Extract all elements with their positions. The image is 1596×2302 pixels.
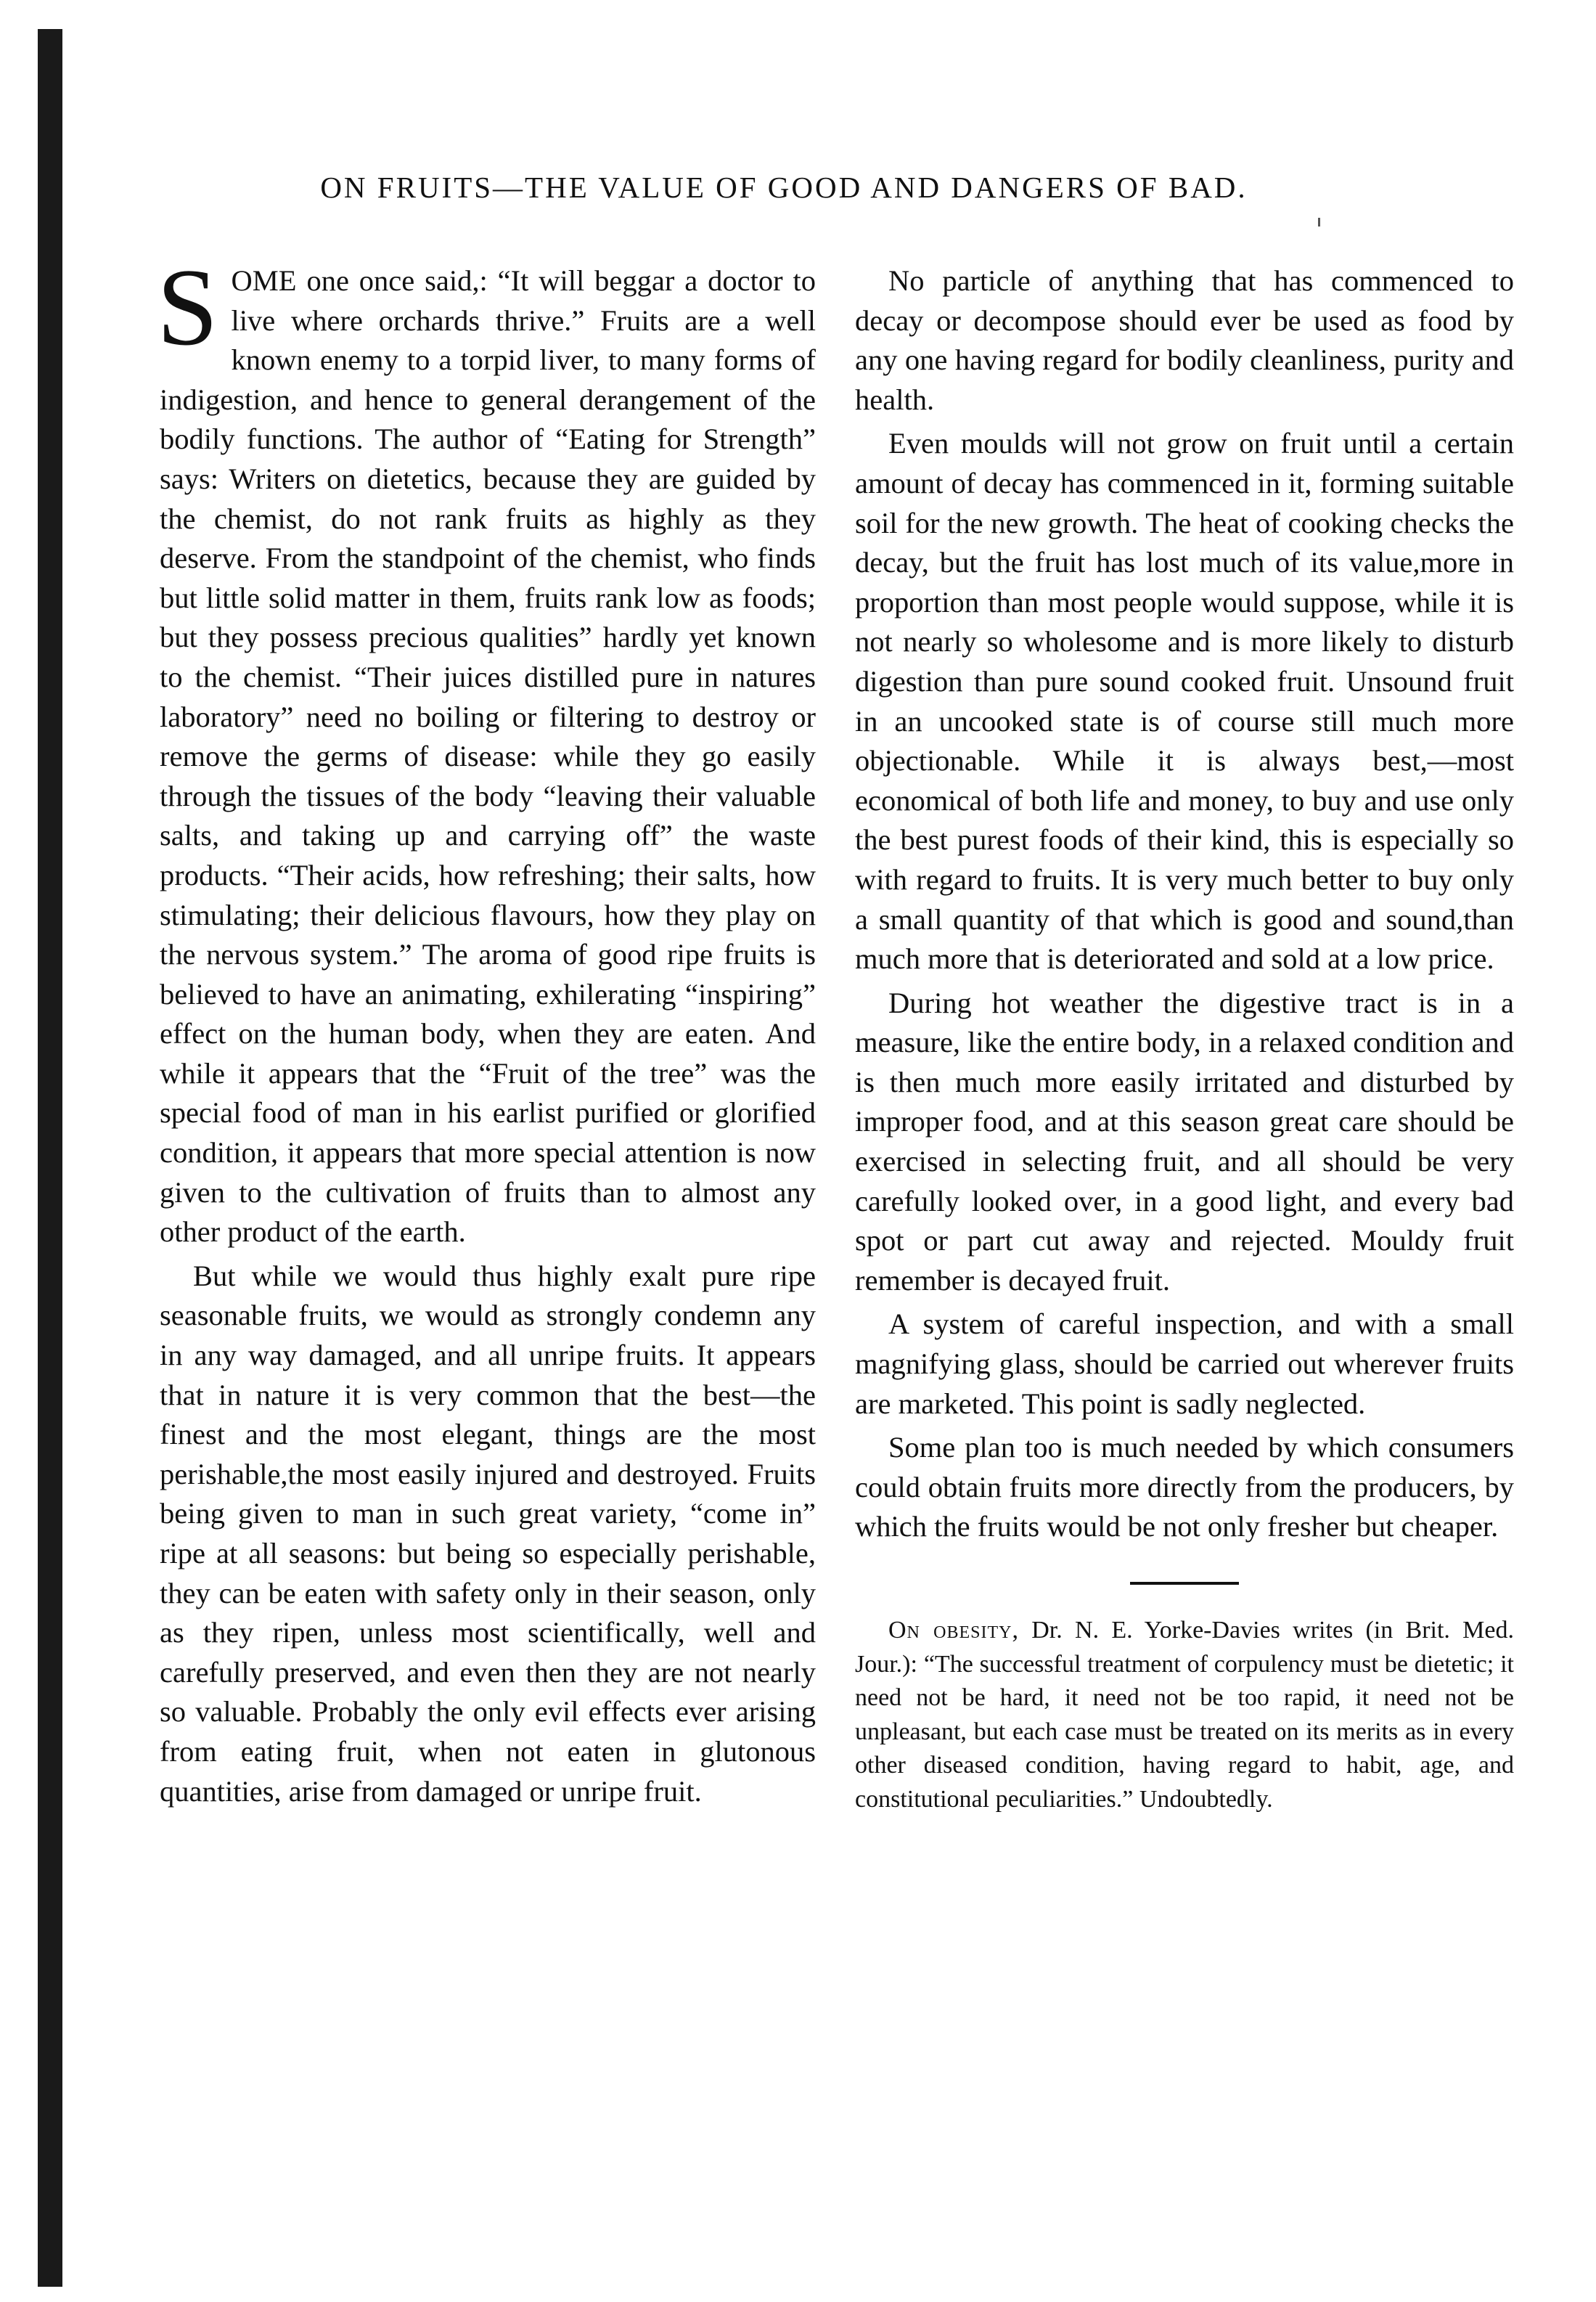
right-paragraph-5: Some plan too is much needed by which consumers could obtain fruits more directly from the producers, by which the fruits would be not only fresher but cheaper. (855, 1431, 1514, 1543)
left-paragraph-1 (157, 246, 816, 1252)
obesity-note-lead: On obesity, (888, 1617, 1019, 1644)
right-column (855, 261, 1514, 1821)
article-title: ON FRUITS—THE VALUE OF GOOD AND DANGERS OF BAD. (320, 171, 1248, 204)
right-paragraph-2: Even moulds will not grow on fruit until a certain amount of decay has commenced in it, forming suitable soil for the new growth. The heat of cooking checks the decay, but the fruit has lost much of its value,more in proportion than most people would suppose, while it is not nearly so wholesome and is more likely to disturb digestion than pure sound cooked fruit. Unsound fruit in an uncooked state is of course still much more objectionable. While it is always best,—most economical of both life and money, to buy and use only the best purest foods of their kind, this is especially so with regard to fruits. It is very much better to buy only a small quantity of that which is good and sound,than much more that is deteriorated and sold at a low price. (855, 427, 1514, 976)
obesity-note (855, 1614, 1514, 1816)
left-paragraph-1-text: OME one once said,: “It will beggar a doctor to live where orchards thrive.” Fruits are a well known enemy to a torpid liver, to many forms of indigestion, and hence to general derangement of the bodily functions. The author of “Eating for Strength” says: Writers on dietetics, because they are guided by the chemist, do not rank fruits as highly as they deserve. From the standpoint of the chemist, who finds but little solid matter in them, fruits rank low as foods; but they possess precious qualities” hardly yet known to the chemist. “Their juices distilled pure in natures laboratory” need no boiling or filtering to destroy or remove the germs of disease: while they go easily through the tissues of the body “leaving their valuable salts, and taking up and carrying off” the waste products. “Their acids, how refreshing; their salts, how stimulating; their delicious flavours, how they play on the nervous system.” The aroma of good ripe fruits is believed to have an animating, exhilerating “inspiring” effect on the human body, when they are eaten. And while it appears that the “Fruit of the tree” was the special food of man in his earlist purified or glorified condition, it appears that more special attention is now given to the cultivation of fruits than to almost any other product of the earth. (160, 264, 816, 1249)
obesity-note-text: Dr. N. E. Yorke-Davies writes (in Brit. Med. Jour.): “The successful treatment of corpulency must be dietetic; it need not be hard, it need not be too rapid, it need not be unpleasant, but each case must be treated on its merits as in every other diseased condition, having regard to habit, age, and constitutional peculiarities.” Undoubtedly. (855, 1617, 1515, 1813)
page-binding-edge (38, 29, 62, 2287)
right-paragraph-1: No particle of anything that has commenced to decay or decompose should ever be used as food by any one having regard for bodily cleanliness, purity and health. (855, 264, 1514, 416)
right-paragraph-3: During hot weather the digestive tract is in a measure, like the entire body, in a relaxed condition and is then much more easily irritated and disturbed by improper food, and at this season great care should be exercised in selecting fruit, and all should be very carefully looked over, in a good light, and every bad spot or part cut away and rejected. Mouldy fruit remember is decayed fruit. (855, 986, 1514, 1297)
left-paragraph-2: But while we would thus highly exalt pure ripe seasonable fruits, we would as strongly condemn any in any way damaged, and all unripe fruits. It appears that in nature it is very common that the best—the finest and the most elegant, things are the most perishable,the most easily injured and destroyed. Fruits being given to man in such great variety, “come in” ripe at all seasons: but being so especially perishable, they can be eaten with safety only in their season, only as they ripen, unless most scientifically, well and carefully preserved, and even then they are not nearly so valuable. Probably the only evil effects ever arising from eating fruit, when not eaten in glutonous quantities, arise from damaged or unripe fruit. (160, 1259, 816, 1808)
printing-mark (1318, 218, 1320, 226)
drop-cap: S (157, 246, 218, 368)
left-column (157, 246, 816, 1816)
section-divider (1130, 1582, 1239, 1585)
right-paragraph-4: A system of careful inspection, and with a small magnifying glass, should be carried out wherever fruits are marketed. This point is sadly neglected. (855, 1307, 1514, 1420)
